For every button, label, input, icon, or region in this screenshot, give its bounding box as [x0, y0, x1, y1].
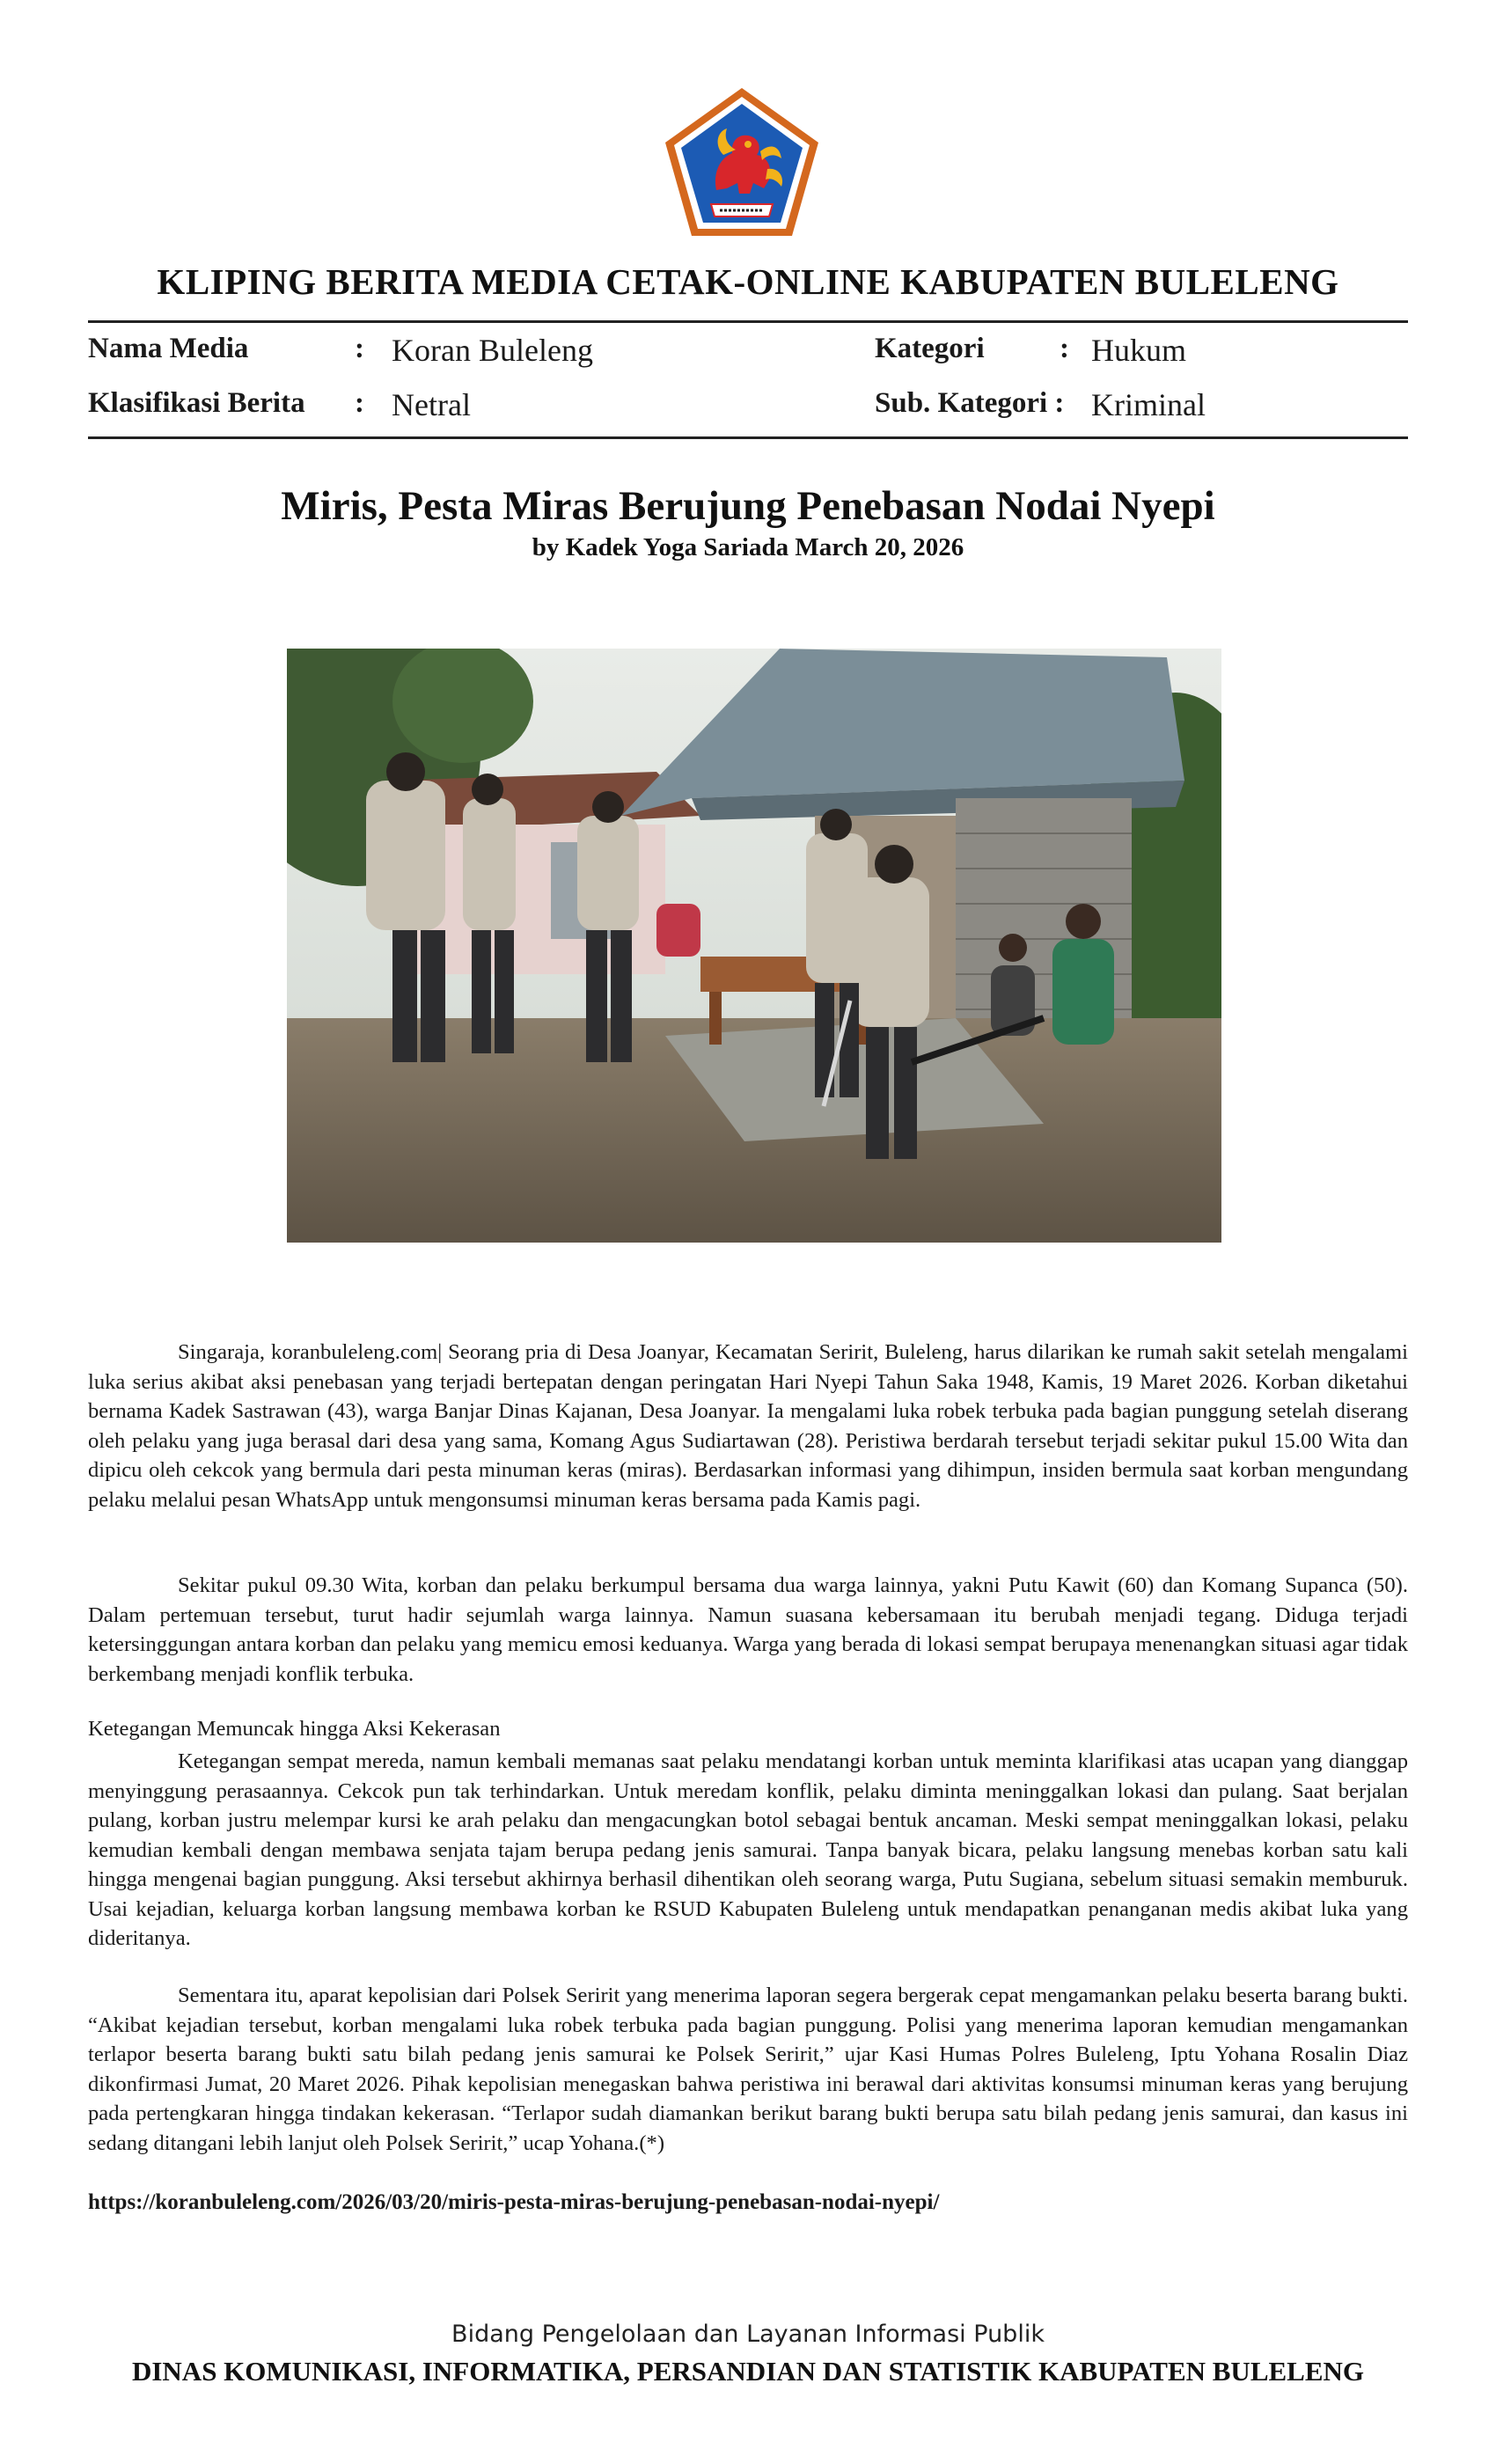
- media-name-label: Nama Media: [88, 333, 249, 364]
- classification-colon: :: [355, 387, 364, 419]
- header-top-divider: [88, 320, 1408, 323]
- article-paragraph-1: Singaraja, koranbuleleng.com| Seorang pria di Desa Joanyar, Kecamatan Seririt, Buleleng, harus dilarikan ke rumah sakit setelah mengalami luka serius akibat aksi penebasan yang terjadi bertepatan dengan peringatan Hari Nyepi Tahun Saka 1948, Kamis, 19 Maret 2026. Korban diketahui bernama Kadek Sastrawan (43), warga Banjar Dinas Kajanan, Desa Joanyar. Ia mengalami luka robek terbuka pada bagian punggung setelah diserang oleh pelaku yang juga berasal dari desa yang sama, Komang Agus Sudiartawan (28). Peristiwa berdarah tersebut terjadi sekitar pukul 15.00 Wita dan dipicu oleh cekcok yang bermula dari pesta minuman keras (miras). Berdasarkan informasi yang dihimpun, insiden bermula saat korban mengundang pelaku melalui pesan WhatsApp untuk mengonsumsi minuman keras bersama pada Kamis pagi.: [88, 1340, 1408, 1512]
- article-paragraph-2: Sekitar pukul 09.30 Wita, korban dan pelaku berkumpul bersama dua warga lainnya, yakni Putu Kawit (60) dan Komang Supanca (50). Dalam pertemuan tersebut, turut hadir sejumlah warga lainnya. Namun suasana kebersamaan itu berubah menjadi tegang. Diduga terjadi ketersinggungan antara korban dan pelaku yang memicu emosi keduanya. Warga yang berada di lokasi sempat berupaya menenangkan situasi agar tidak berkembang menjadi konflik terbuka.: [88, 1573, 1408, 1686]
- regency-logo: [662, 84, 822, 239]
- header-bottom-divider: [88, 436, 1408, 439]
- category-colon: :: [1060, 333, 1069, 364]
- clipping-title: KLIPING BERITA MEDIA CETAK-ONLINE KABUPATEN BULELENG: [157, 261, 1339, 302]
- footer-agency: DINAS KOMUNIKASI, INFORMATIKA, PERSANDIAN DAN STATISTIK KABUPATEN BULELENG: [131, 2356, 1365, 2387]
- classification-value: Netral: [392, 387, 471, 422]
- article-subheading: Ketegangan Memuncak hingga Aksi Kekerasan: [88, 1717, 501, 1741]
- article-paragraph-4: Sementara itu, aparat kepolisian dari Polsek Seririt yang menerima laporan segera bergerak cepat mengamankan pelaku beserta barang bukti. “Akibat kejadian tersebut, korban mengalami luka robek terbuka pada bagian punggung. Polisi yang menerima laporan kemudian mengamankan terlapor beserta barang bukti satu bilah pedang jenis samurai ke Polsek Seririt,” ujar Kasi Humas Polres Buleleng, Iptu Yohana Rosalin Diaz dikonfirmasi Jumat, 20 Maret 2026. Pihak kepolisian menegaskan bahwa peristiwa ini berawal dari aktivitas konsumsi minuman keras yang berujung pada pertengkaran hingga tindakan kekerasan. “Terlapor sudah diamankan berikut barang bukti berupa satu bilah pedang jenis samurai, dan kasus ini sedang ditangani lebih lanjut oleh Polsek Seririt,” ucap Yohana.(*): [88, 1984, 1408, 2155]
- article-byline: by Kadek Yoga Sariada March 20, 2026: [532, 533, 964, 561]
- category-label: Kategori: [875, 333, 985, 364]
- media-name-colon: :: [355, 333, 364, 364]
- article-paragraph-3-block: [88, 1747, 1408, 1954]
- article-paragraph-3: Ketegangan sempat mereda, namun kembali memanas saat pelaku mendatangi korban untuk meminta klarifikasi atas ucapan yang dianggap menyinggung perasaannya. Cekcok pun tak terhindarkan. Untuk meredam konflik, pelaku diminta meninggalkan lokasi dan pulang. Saat berjalan pulang, korban justru melempar kursi ke arah pelaku dan mengacungkan botol sebagai bentuk ancaman. Meski sempat meninggalkan lokasi, pelaku kemudian kembali dengan membawa senjata tajam berupa pedang jenis samurai. Tanpa banyak bicara, pelaku langsung menebas korban satu kali hingga mengenai bagian punggung. Aksi tersebut akhirnya berhasil dihentikan oleh seorang warga, Putu Sugiana, sebelum situasi semakin memburuk. Usai kejadian, keluarga korban langsung membawa korban ke RSUD Kabupaten Buleleng untuk mendapatkan penanganan medis akibat luka yang dideritanya.: [88, 1749, 1408, 1950]
- media-name-value: Koran Buleleng: [392, 333, 593, 368]
- footer-division: Bidang Pengelolaan dan Layanan Informasi Publik: [451, 2321, 1045, 2348]
- article-paragraph-4-block: [88, 1981, 1408, 2158]
- article-headline: Miris, Pesta Miras Berujung Penebasan Nodai Nyepi: [281, 483, 1215, 529]
- category-value: Hukum: [1091, 333, 1186, 368]
- subcategory-label: Sub. Kategori :: [875, 387, 1065, 419]
- article-paragraph-2-block: [88, 1571, 1408, 1689]
- classification-label: Klasifikasi Berita: [88, 387, 305, 419]
- article-paragraph-1-block: [88, 1338, 1408, 1514]
- source-url-link[interactable]: https://koranbuleleng.com/2026/03/20/miris-pesta-miras-berujung-penebasan-nodai-nyepi/: [88, 2190, 940, 2214]
- subcategory-value: Kriminal: [1091, 387, 1206, 422]
- article-photo: [287, 649, 1221, 1243]
- singa-ambara-raja-crest-icon: [662, 84, 822, 239]
